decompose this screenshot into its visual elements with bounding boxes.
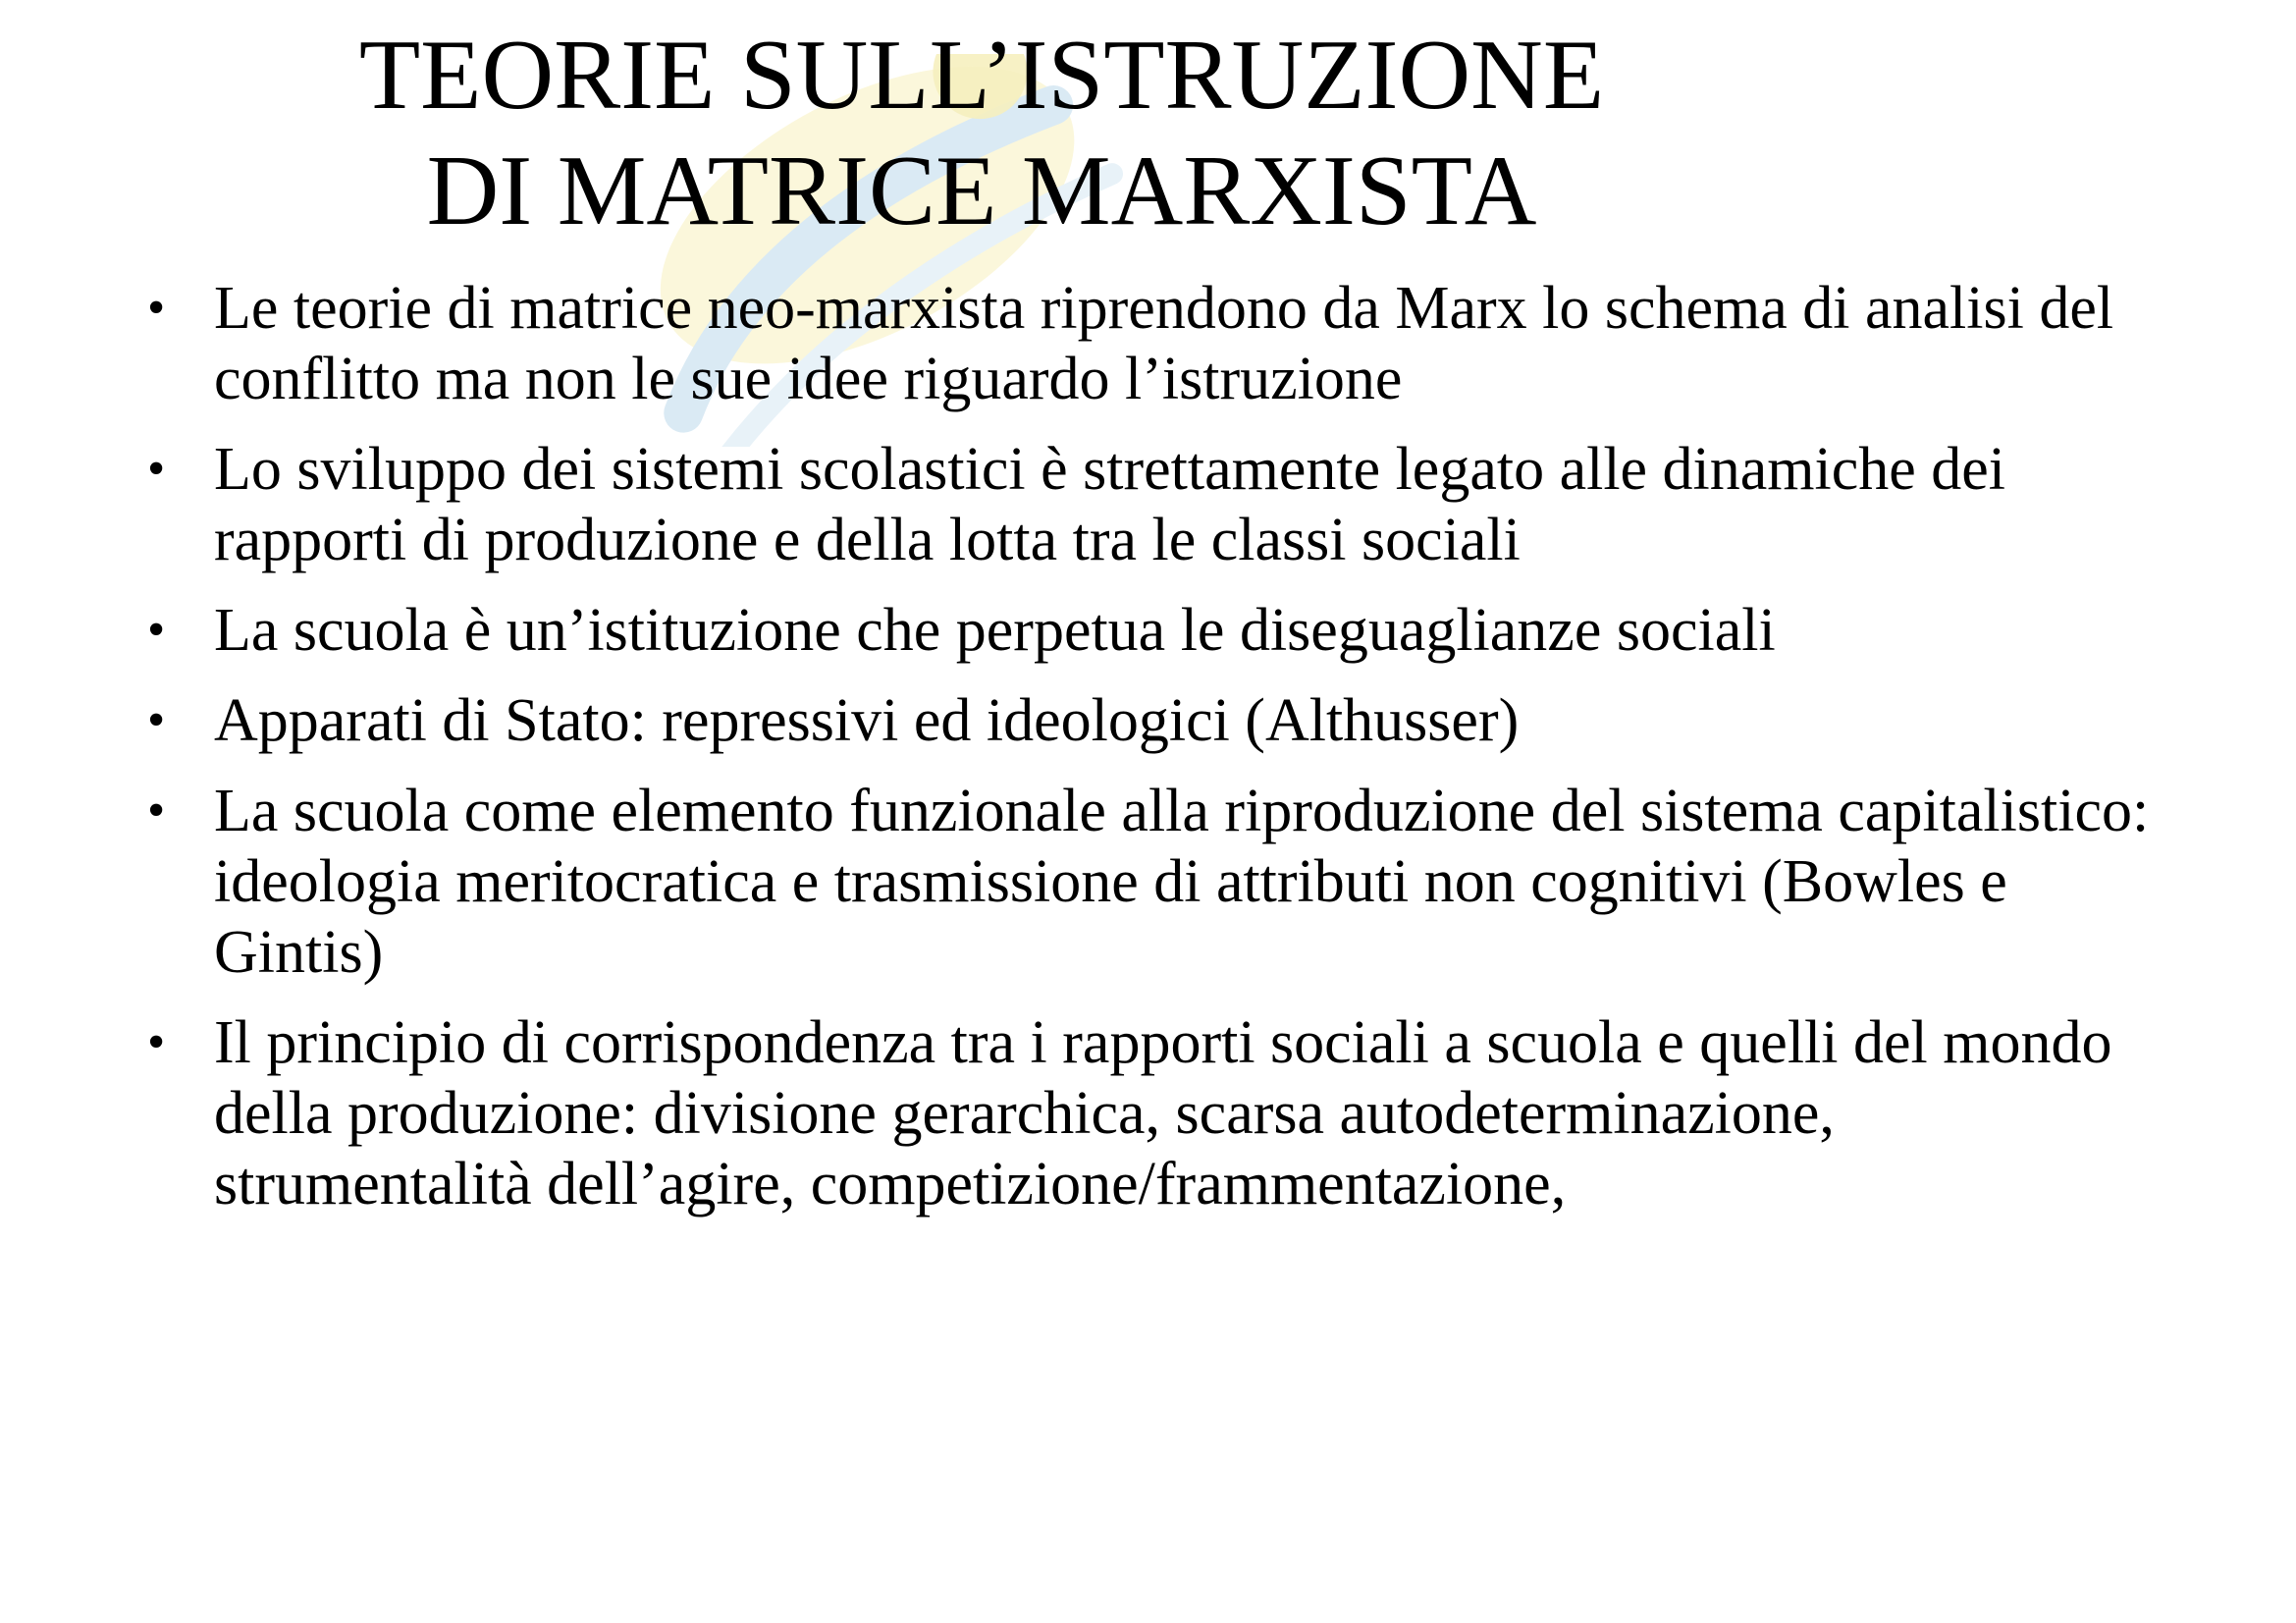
slide-title <box>0 18 1963 249</box>
bullet-text: Apparati di Stato: repressivi ed ideologici (Althusser) <box>214 687 1520 754</box>
bullet-item <box>147 1007 2160 1219</box>
bullet-text: Lo sviluppo dei sistemi scolastici è strettamente legato alle dinamiche dei rapporti di produzione e della lotta tra le classi sociali <box>214 436 2006 573</box>
bullet-icon: • <box>147 441 166 497</box>
bullet-icon: • <box>147 602 166 658</box>
title-line-2: DI MATRICE MARXISTA <box>426 135 1537 246</box>
title-line-1: TEORIE SULL’ISTRUZIONE <box>358 20 1605 131</box>
bullet-icon: • <box>147 692 166 748</box>
bullet-item <box>147 595 2160 666</box>
bullet-icon: • <box>147 783 166 839</box>
bullet-text: La scuola come elemento funzionale alla riproduzione del sistema capitalistico: ideologia meritocratica e trasmissione di attributi non cognitivi (Bowles e Gintis) <box>214 778 2150 986</box>
bullet-icon: • <box>147 1014 166 1070</box>
bullet-text: La scuola è un’istituzione che perpetua le diseguaglianze sociali <box>214 597 1776 664</box>
bullet-text: Il principio di corrispondenza tra i rapporti sociali a scuola e quelli del mondo della produzione: divisione gerarchica, scarsa autodeterminazione, strumentalità dell’agire, competizione/frammentazione, <box>214 1009 2112 1217</box>
bullet-item <box>147 434 2160 575</box>
bullet-item <box>147 685 2160 756</box>
bullet-item <box>147 776 2160 988</box>
bullet-item <box>147 273 2160 414</box>
bullet-list <box>147 273 2160 1239</box>
bullet-icon: • <box>147 280 166 336</box>
bullet-text: Le teorie di matrice neo-marxista riprendono da Marx lo schema di analisi del conflitto ma non le sue idee riguardo l’istruzione <box>214 275 2114 412</box>
